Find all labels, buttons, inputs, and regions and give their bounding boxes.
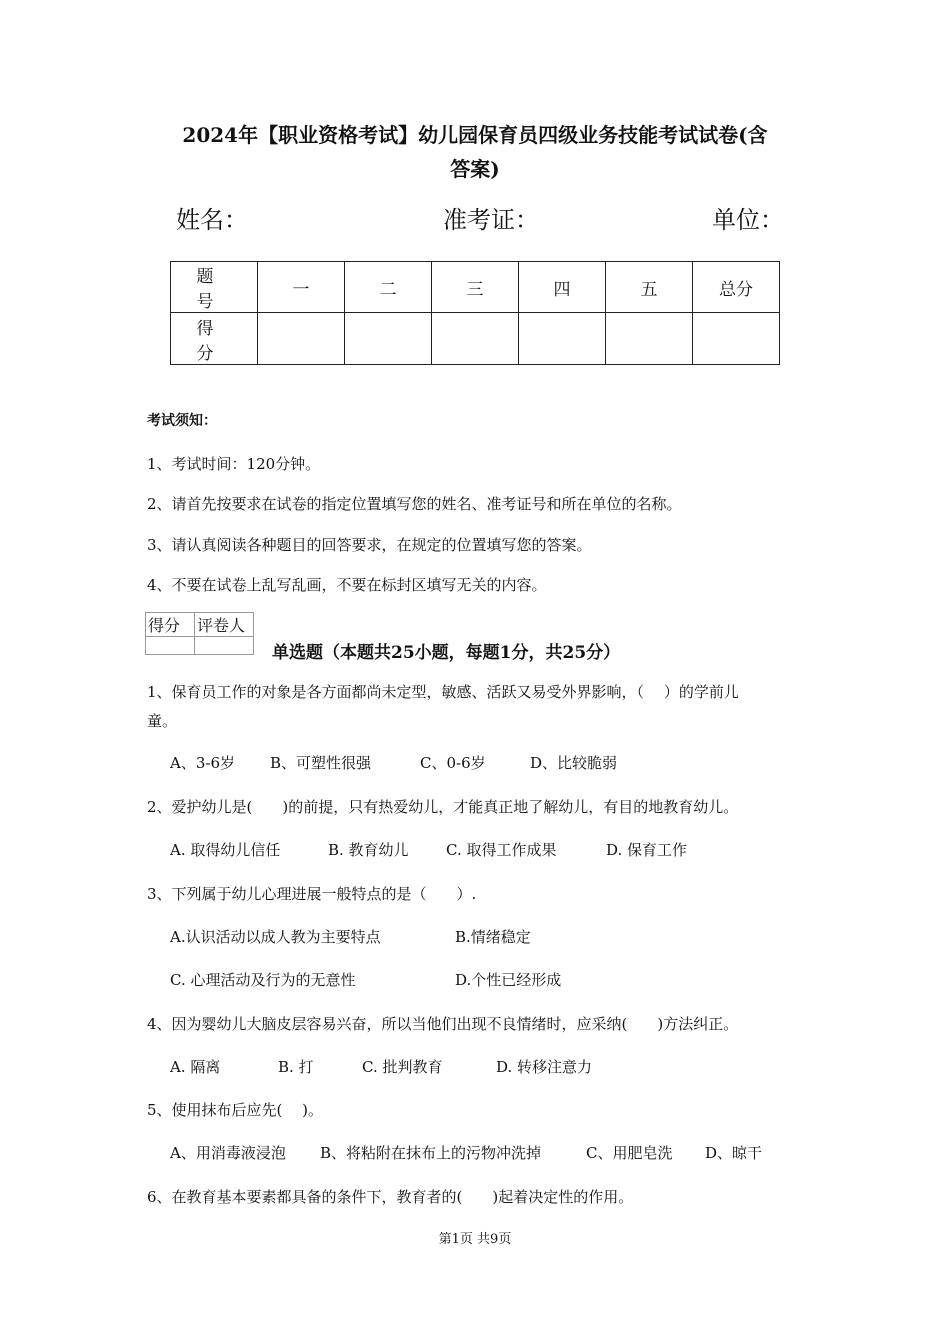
option-b: B.情绪稳定 xyxy=(455,928,531,946)
unit-label: 单位： xyxy=(712,206,784,234)
option-b: B、将粘附在抹布上的污物冲洗掉 xyxy=(320,1144,542,1162)
question-stem: 3、下列属于幼儿心理进展一般特点的是（ ）. xyxy=(147,885,477,903)
note-item: 4、不要在试卷上乱写乱画，不要在标封区填写无关的内容。 xyxy=(147,576,547,594)
score-table-header-row xyxy=(171,262,780,313)
option-c: C. 批判教育 xyxy=(362,1058,443,1076)
score-cell: 总分 xyxy=(693,262,780,313)
section-heading: 单选题（本题共25小题，每题1分，共25分） xyxy=(272,643,621,663)
option-c: C. 取得工作成果 xyxy=(446,841,557,859)
grader-score-label: 得分 xyxy=(146,613,195,637)
score-cell: 二 xyxy=(345,262,432,313)
note-item: 3、请认真阅读各种题目的回答要求，在规定的位置填写您的答案。 xyxy=(147,536,592,554)
note-item: 1、考试时间：120分钟。 xyxy=(147,455,321,473)
name-label: 姓名： xyxy=(176,206,248,234)
question-stem: 4、因为婴幼儿大脑皮层容易兴奋，所以当他们出现不良情绪时，应采纳( )方法纠正。 xyxy=(147,1015,739,1033)
score-input-cell[interactable] xyxy=(519,313,606,365)
option-c: C、用肥皂洗 xyxy=(586,1144,673,1162)
option-a: A、3-6岁 xyxy=(170,754,235,772)
score-table-score-row xyxy=(171,313,780,365)
grader-reviewer-label: 评卷人 xyxy=(195,613,254,637)
question-stem: 2、爱护幼儿是( )的前提，只有热爱幼儿，才能真正地了解幼儿，有目的地教育幼儿。 xyxy=(147,798,739,816)
option-c: C、0-6岁 xyxy=(420,754,486,772)
page-footer: 第1页 共9页 xyxy=(438,1232,512,1247)
option-b: B. 打 xyxy=(278,1058,314,1076)
score-cell: 四 xyxy=(519,262,606,313)
score-cell: 一 xyxy=(258,262,345,313)
note-item: 2、请首先按要求在试卷的指定位置填写您的姓名、准考证号和所在单位的名称。 xyxy=(147,495,682,513)
option-a: A、用消毒液浸泡 xyxy=(170,1144,286,1162)
question-stem: 1、保育员工作的对象是各方面都尚未定型，敏感、活跃又易受外界影响，（ ）的学前儿 xyxy=(147,683,739,701)
score-input-cell[interactable] xyxy=(345,313,432,365)
option-d: D.个性已经形成 xyxy=(455,971,562,989)
option-c: C. 心理活动及行为的无意性 xyxy=(170,971,356,989)
option-b: B、可塑性很强 xyxy=(270,754,372,772)
candidate-info xyxy=(0,200,950,240)
option-a: A. 隔离 xyxy=(170,1058,221,1076)
grader-reviewer-cell[interactable] xyxy=(195,637,254,655)
grader-box xyxy=(145,612,254,655)
grader-score-cell[interactable] xyxy=(146,637,195,655)
score-cell: 得 分 xyxy=(171,313,258,365)
question-stem: 5、使用抹布后应先( )。 xyxy=(147,1101,324,1119)
score-cell: 三 xyxy=(432,262,519,313)
option-a: A. 取得幼儿信任 xyxy=(170,841,281,859)
option-d: D. 保育工作 xyxy=(606,841,688,859)
question-stem: 6、在教育基本要素都具备的条件下，教育者的( )起着决定性的作用。 xyxy=(147,1188,634,1206)
page-title xyxy=(110,118,840,186)
score-cell: 题 号 xyxy=(171,262,258,313)
score-table xyxy=(170,261,780,365)
score-cell: 五 xyxy=(606,262,693,313)
option-d: D、晾干 xyxy=(705,1144,763,1162)
option-d: D、比较脆弱 xyxy=(530,754,618,772)
option-a: A.认识活动以成人教为主要特点 xyxy=(170,928,381,946)
score-input-cell[interactable] xyxy=(606,313,693,365)
score-input-cell[interactable] xyxy=(432,313,519,365)
title-line-1: 2024年【职业资格考试】幼儿园保育员四级业务技能考试试卷(含 xyxy=(182,123,768,147)
score-input-cell[interactable] xyxy=(258,313,345,365)
notes-heading: 考试须知： xyxy=(147,413,217,429)
score-input-cell[interactable] xyxy=(693,313,780,365)
option-d: D. 转移注意力 xyxy=(496,1058,593,1076)
exam-id-label: 准考证： xyxy=(443,206,539,234)
question-stem-cont: 童。 xyxy=(147,712,178,730)
option-b: B. 教育幼儿 xyxy=(328,841,409,859)
title-line-2: 答案) xyxy=(450,157,500,181)
